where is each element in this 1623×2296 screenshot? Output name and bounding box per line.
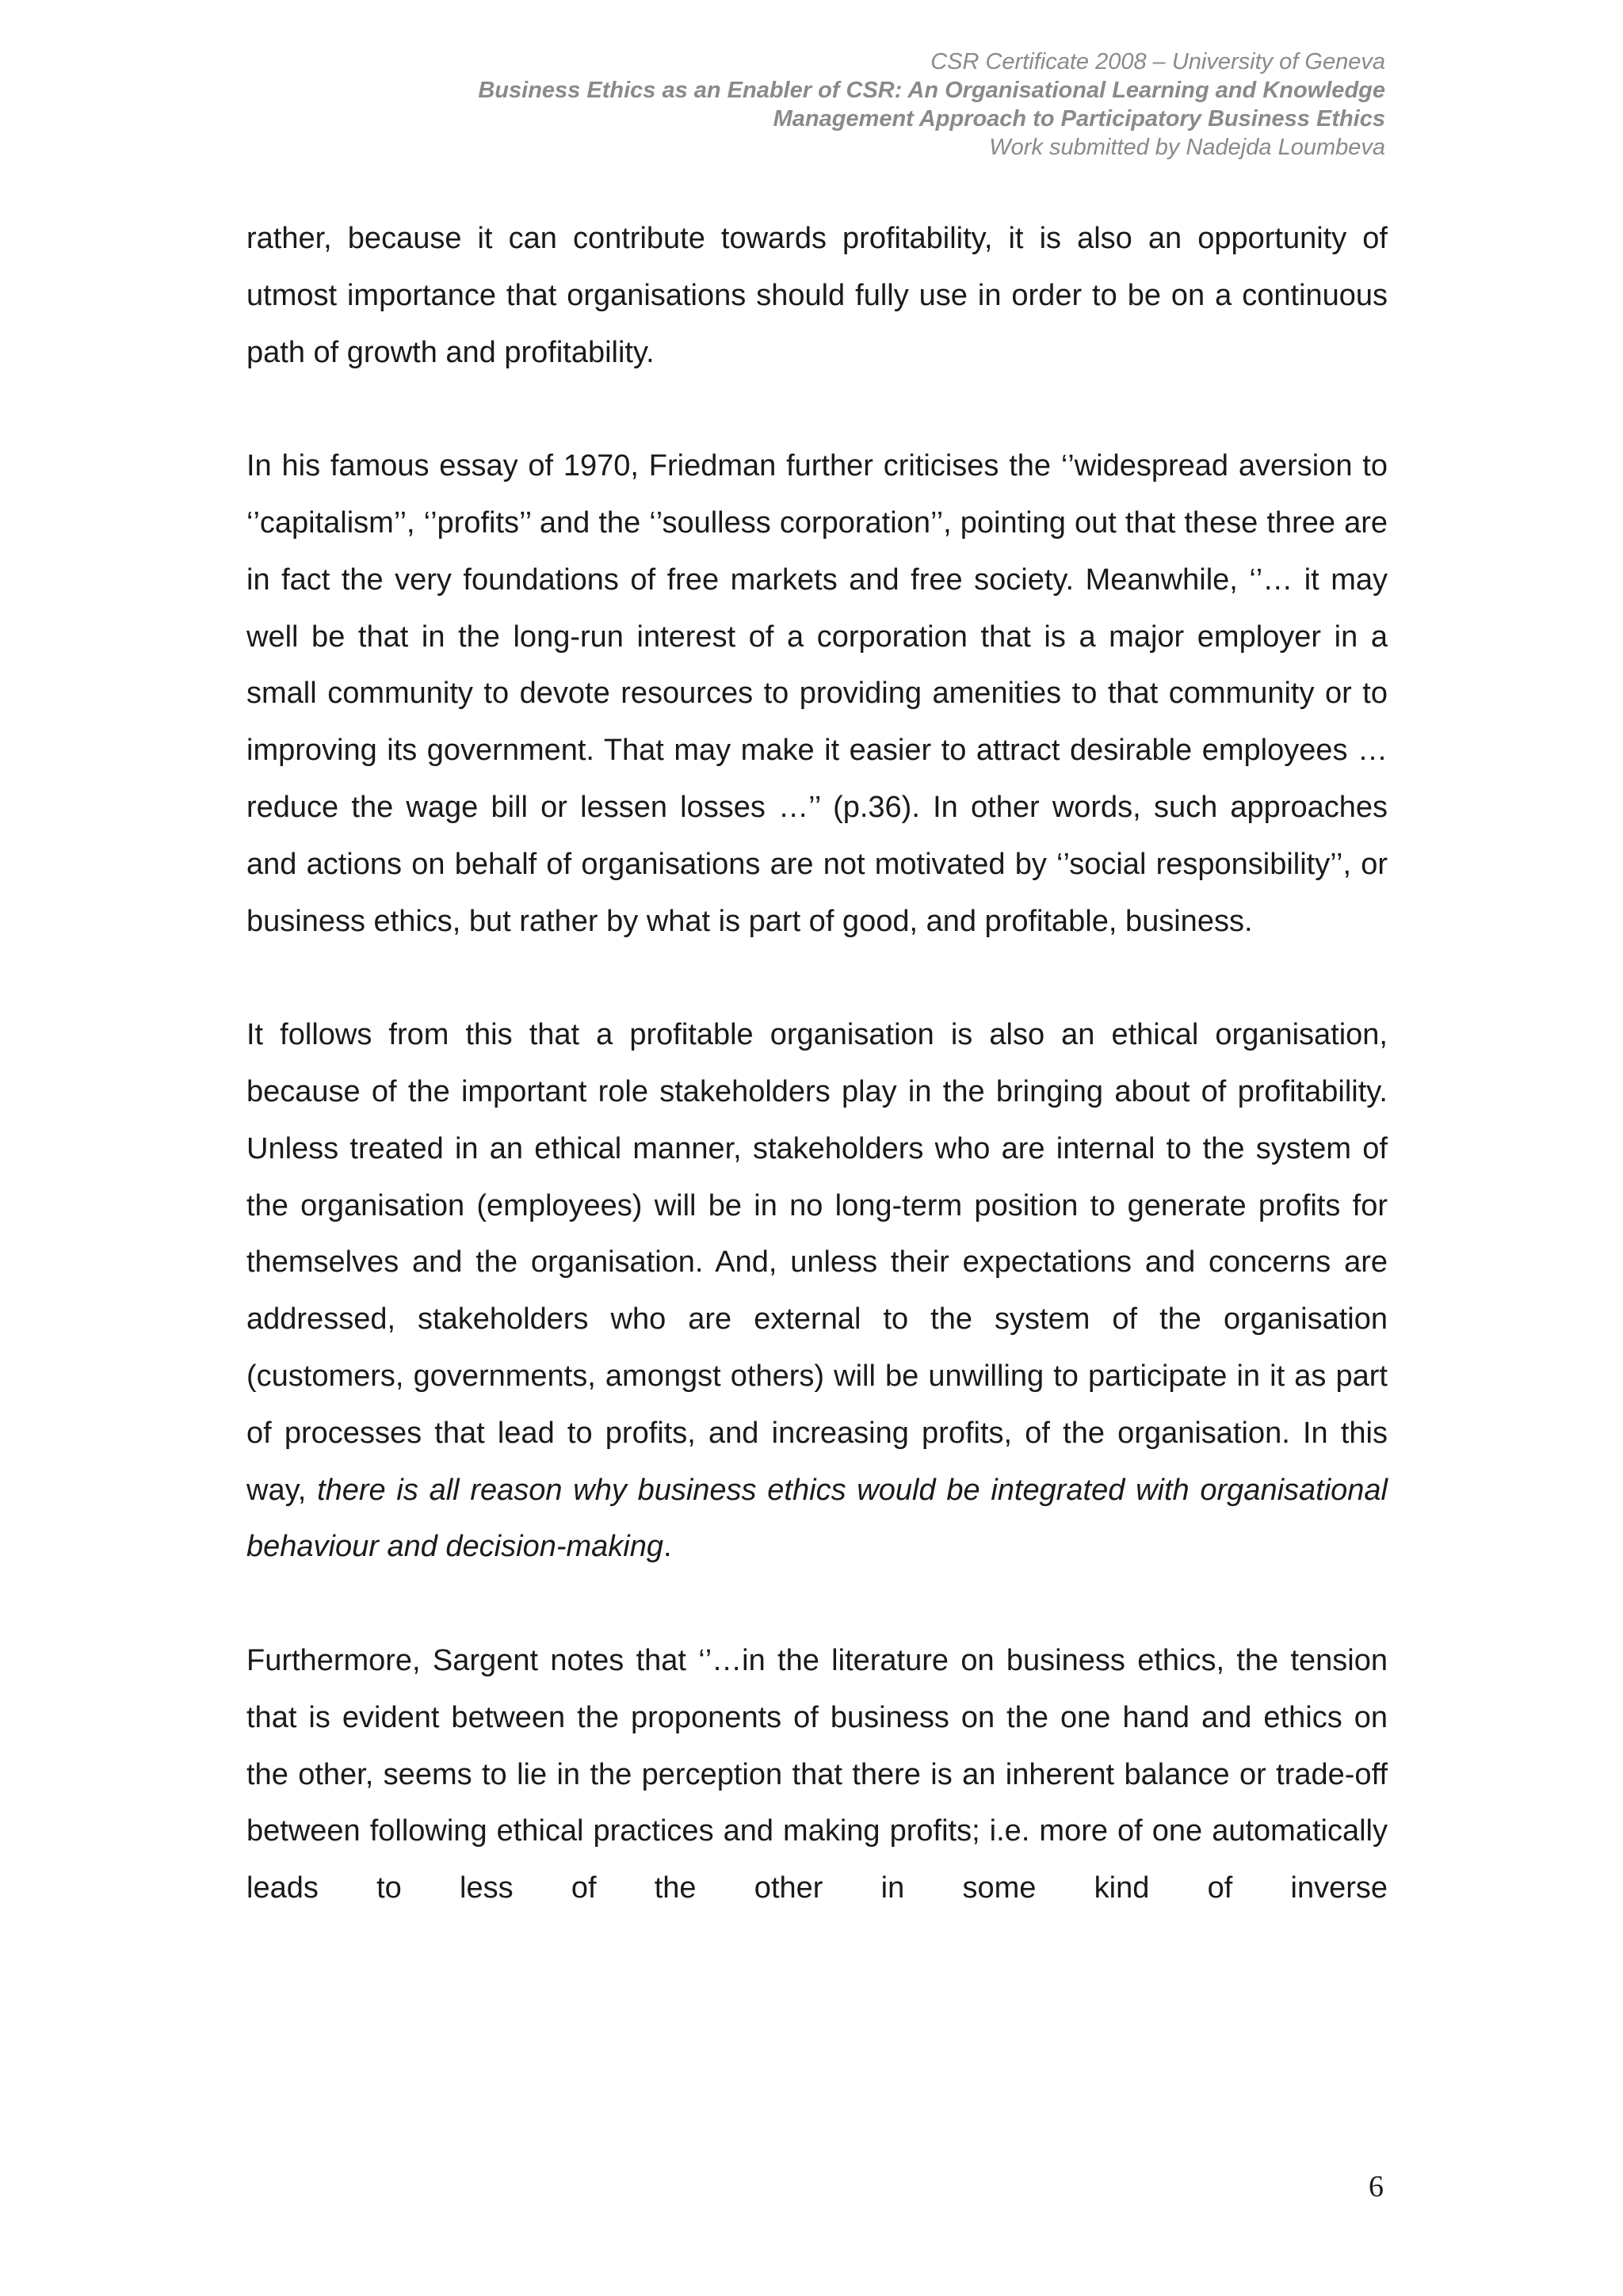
header-title-line-2: Management Approach to Participatory Business Ethics	[773, 106, 1385, 132]
paragraph-3-end: .	[663, 1530, 672, 1564]
page-number: 6	[1369, 2170, 1384, 2203]
running-header	[355, 48, 1385, 162]
paragraph-3-text: It follows from this that a profitable organisation is also an ethical organisation, because of the important role stakeholders play in the bringing about of profitability. Unless treated in an ethical manner, stakeholders who are internal to the system of the organisation (employees) will be in no long-term position to generate profits for themselves and the organisation. And, unless their expectations and concerns are addressed, stakeholders who are external to the system of the organisation (customers, governments, amongst others) will be unwilling to participate in it as part of processes that lead to profits, and increasing profits, of the organisation. In this way,	[246, 1018, 1388, 1507]
header-title-line-1: Business Ethics as an Enabler of CSR: An Organisational Learning and Knowledge	[478, 78, 1385, 103]
paragraph-1: rather, because it can contribute towards profitability, it is also an opportunity of utmost importance that organisations should fully use in order to be on a continuous path of growth and profitability.	[246, 222, 1388, 369]
header-author-line: Work submitted by Nadejda Loumbeva	[989, 135, 1385, 160]
paragraph-4: Furthermore, Sargent notes that ‘’…in the literature on business ethics, the tension that is evident between the proponents of business on the one hand and ethics on the other, seems to lie in the perception that there is an inherent balance or trade-off between following ethical practices and making profits; i.e. more of one automatically leads to less of the other in some kind of inverse	[246, 1643, 1388, 1905]
header-certificate-line: CSR Certificate 2008 – University of Geneva	[930, 49, 1385, 74]
paragraph-3-emphasis: there is all reason why business ethics would be integrated with organisational behaviour and decision-making	[246, 1473, 1388, 1564]
body-text	[246, 211, 1388, 1917]
paragraph-2: In his famous essay of 1970, Friedman further criticises the ‘’widespread aversion to ‘’capitalism’’, ‘’profits’’ and the ‘’soulless corporation’’, pointing out that these three are in fact the very foundations of free markets and free society. Meanwhile, ‘’… it may well be that in the long-run interest of a corporation that is a major employer in a small community to devote resources to providing amenities to that community or to improving its government. That may make it easier to attract desirable employees … reduce the wage bill or lessen losses …’’ (p.36). In other words, such approaches and actions on behalf of organisations are not motivated by ‘’social responsibility’’, or business ethics, but rather by what is part of good, and profitable, business.	[246, 449, 1388, 938]
paragraph-3	[246, 1007, 1388, 1576]
